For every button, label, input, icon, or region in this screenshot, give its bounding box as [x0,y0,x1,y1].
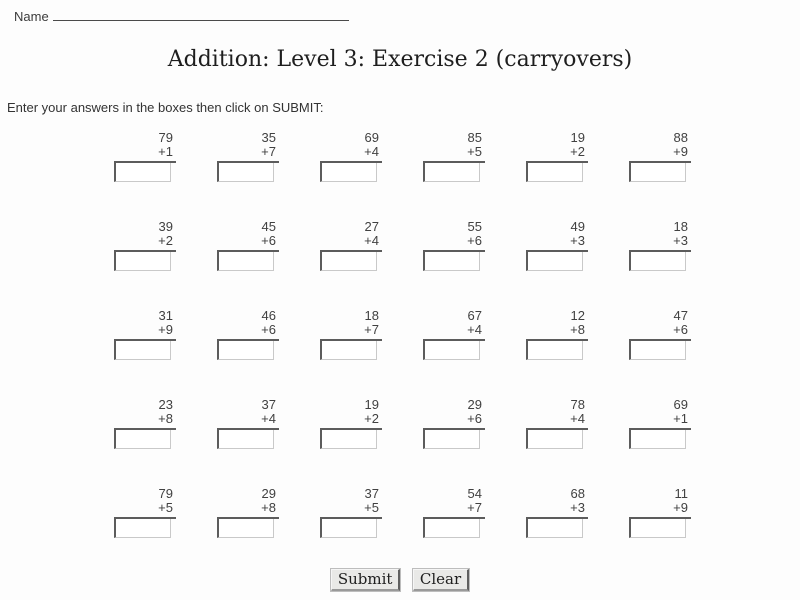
addend-top: 88 [673,130,688,145]
answer-input[interactable] [423,163,480,182]
addend-top: 19 [570,130,585,145]
addend-top: 35 [261,130,276,145]
answer-input[interactable] [629,519,686,538]
answer-input[interactable] [114,163,171,182]
addend-bottom: +7 [467,500,482,515]
addend-bottom: +1 [673,411,688,426]
answer-input[interactable] [526,163,583,182]
addend-top: 23 [158,397,173,412]
addend-top: 78 [570,397,585,412]
addend-top: 19 [364,397,379,412]
problem-cell [629,309,691,360]
addend-bottom: +2 [158,233,173,248]
problem-cell [114,309,176,360]
addend-top: 55 [467,219,482,234]
problem-cell [320,487,382,538]
addend-top: 79 [158,486,173,501]
problem-cell [217,487,279,538]
answer-input[interactable] [217,341,274,360]
addend-top: 85 [467,130,482,145]
answer-input[interactable] [526,341,583,360]
problem-cell [423,131,485,182]
addend-top: 69 [364,130,379,145]
answer-input[interactable] [320,341,377,360]
addend-bottom: +4 [364,144,379,159]
addend-bottom: +9 [673,500,688,515]
problem-cell [526,220,588,271]
addend-top: 37 [364,486,379,501]
answer-input[interactable] [526,430,583,449]
addend-bottom: +8 [158,411,173,426]
instructions-text: Enter your answers in the boxes then click on SUBMIT: [7,100,324,115]
addend-bottom: +8 [570,322,585,337]
problem-cell [320,309,382,360]
addend-bottom: +5 [467,144,482,159]
answer-input[interactable] [423,430,480,449]
addend-bottom: +3 [570,233,585,248]
addend-bottom: +8 [261,500,276,515]
answer-input[interactable] [629,252,686,271]
answer-input[interactable] [114,341,171,360]
problem-cell [629,398,691,449]
addend-bottom: +2 [364,411,379,426]
addend-bottom: +3 [673,233,688,248]
buttons-row [0,569,800,591]
addend-bottom: +4 [570,411,585,426]
addend-top: 18 [673,219,688,234]
answer-input[interactable] [217,430,274,449]
answer-input[interactable] [320,519,377,538]
answer-input[interactable] [526,519,583,538]
addend-top: 69 [673,397,688,412]
addend-top: 45 [261,219,276,234]
answer-input[interactable] [526,252,583,271]
problem-cell [114,487,176,538]
addend-top: 67 [467,308,482,323]
answer-input[interactable] [114,430,171,449]
answer-input[interactable] [629,341,686,360]
addend-top: 18 [364,308,379,323]
answer-input[interactable] [217,252,274,271]
name-label: Name [14,9,49,24]
problem-cell [629,131,691,182]
answer-input[interactable] [320,252,377,271]
problem-cell [114,220,176,271]
problem-cell [217,309,279,360]
answer-input[interactable] [629,163,686,182]
addend-top: 39 [158,219,173,234]
problem-cell [423,220,485,271]
problem-cell [320,398,382,449]
answer-input[interactable] [114,252,171,271]
problem-cell [217,131,279,182]
addend-top: 12 [570,308,585,323]
addend-bottom: +4 [467,322,482,337]
problem-cell [320,131,382,182]
addend-top: 37 [261,397,276,412]
addend-top: 68 [570,486,585,501]
problem-cell [629,220,691,271]
answer-input[interactable] [629,430,686,449]
problems-grid [114,131,800,538]
submit-button[interactable]: Submit [331,569,401,591]
addend-top: 29 [467,397,482,412]
addend-bottom: +6 [261,322,276,337]
answer-input[interactable] [423,252,480,271]
answer-input[interactable] [423,519,480,538]
problem-cell [114,398,176,449]
addend-top: 27 [364,219,379,234]
addend-top: 29 [261,486,276,501]
problem-cell [526,487,588,538]
problem-cell [423,398,485,449]
addend-bottom: +3 [570,500,585,515]
addend-bottom: +1 [158,144,173,159]
problem-cell [526,131,588,182]
addend-top: 46 [261,308,276,323]
addend-top: 31 [158,308,173,323]
addend-bottom: +6 [673,322,688,337]
addend-bottom: +6 [467,411,482,426]
addend-bottom: +9 [158,322,173,337]
answer-input[interactable] [217,163,274,182]
addend-bottom: +5 [158,500,173,515]
addend-bottom: +4 [364,233,379,248]
name-underline [53,9,349,21]
addend-bottom: +5 [364,500,379,515]
problem-cell [320,220,382,271]
page-title: Addition: Level 3: Exercise 2 (carryovers) [167,47,633,72]
problem-cell [526,309,588,360]
problem-cell [423,309,485,360]
addend-bottom: +7 [261,144,276,159]
addend-bottom: +2 [570,144,585,159]
addend-bottom: +7 [364,322,379,337]
addend-top: 47 [673,308,688,323]
problem-cell [526,398,588,449]
problem-cell [423,487,485,538]
problem-cell [114,131,176,182]
answer-input[interactable] [320,163,377,182]
answer-input[interactable] [114,519,171,538]
addend-top: 79 [158,130,173,145]
clear-button[interactable]: Clear [413,569,469,591]
answer-input[interactable] [217,519,274,538]
answer-input[interactable] [423,341,480,360]
addend-bottom: +9 [673,144,688,159]
problem-cell [217,398,279,449]
answer-input[interactable] [320,430,377,449]
addend-bottom: +6 [467,233,482,248]
problem-cell [629,487,691,538]
addend-top: 11 [674,486,688,501]
problem-cell [217,220,279,271]
addend-bottom: +6 [261,233,276,248]
name-row [14,9,800,24]
addend-top: 54 [467,486,482,501]
addend-bottom: +4 [261,411,276,426]
addend-top: 49 [570,219,585,234]
